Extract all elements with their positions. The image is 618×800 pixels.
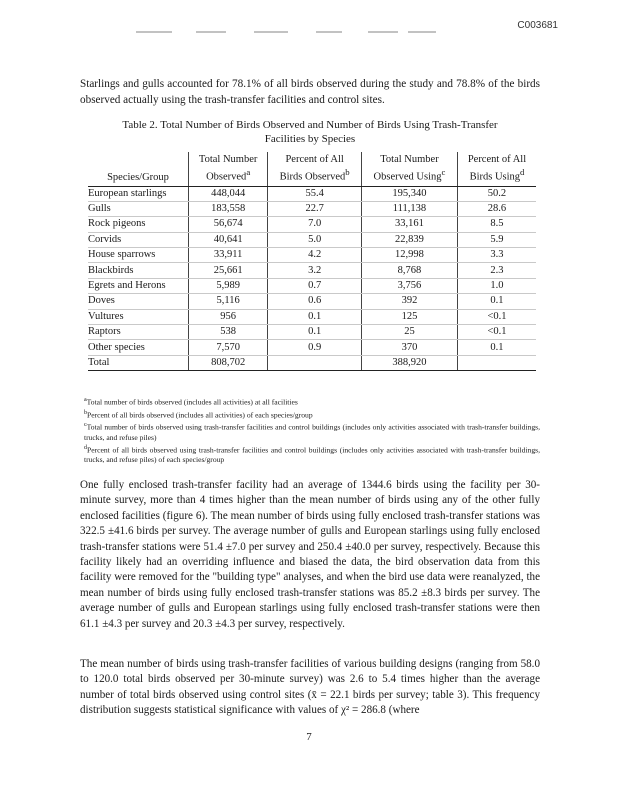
table-row xyxy=(88,309,536,324)
table-row xyxy=(88,278,536,293)
cell-pct-using: 28.6 xyxy=(457,201,536,216)
cell-species: Raptors xyxy=(88,325,189,340)
header-pct-all-line2: Birds Observed xyxy=(279,171,346,183)
page-number: 7 xyxy=(306,731,312,743)
header-percent-observed xyxy=(268,152,362,186)
cell-species: Doves xyxy=(88,294,189,309)
cell-pct-all: 22.7 xyxy=(268,201,362,216)
cell-using: 392 xyxy=(361,294,457,309)
footnote-mark: c xyxy=(84,422,87,429)
header-species-label: Species/Group xyxy=(107,171,169,183)
cell-species: Corvids xyxy=(88,232,189,247)
paragraph2-part3: = 286.8 (where xyxy=(349,704,420,717)
footnote-text: Total number of birds observed using trash-transfer facilities and control buildings (includes only activities associated with trash-transfer buildings, trucks, and refuse piles) xyxy=(84,422,540,442)
cell-using: 3,756 xyxy=(361,278,457,293)
cell-pct-all: 0.1 xyxy=(268,325,362,340)
cell-species: Gulls xyxy=(88,201,189,216)
cell-total: 7,570 xyxy=(189,340,268,355)
header-total-sup: a xyxy=(246,167,251,177)
table-row xyxy=(88,248,536,263)
cell-total: 448,044 xyxy=(189,186,268,201)
cell-total: 56,674 xyxy=(189,217,268,232)
cell-total-using: 388,920 xyxy=(361,355,457,370)
cell-total-observed: 808,702 xyxy=(189,355,268,370)
cell-pct-using: 50.2 xyxy=(457,186,536,201)
cell-species: Blackbirds xyxy=(88,263,189,278)
header-species xyxy=(88,152,189,186)
table-row xyxy=(88,186,536,201)
table-row xyxy=(88,232,536,247)
cell-pct-using: 5.9 xyxy=(457,232,536,247)
cell-total: 538 xyxy=(189,325,268,340)
cell-using: 370 xyxy=(361,340,457,355)
cell-total: 33,911 xyxy=(189,248,268,263)
cell-pct-using: <0.1 xyxy=(457,325,536,340)
intro-paragraph: Starlings and gulls accounted for 78.1% of all birds observed during the study and 78.8% of the birds observed actually using the trash-transfer facilities and control sites. xyxy=(80,78,540,106)
header-pct-using-line1: Percent of All xyxy=(467,154,527,165)
bird-species-table xyxy=(88,152,536,371)
paragraph2-part2: = 22.1 birds per survey; table 3). This frequency distribution suggests statistical significance with values of xyxy=(80,688,540,717)
header-using-line1: Total Number xyxy=(380,154,439,165)
table-caption-line2: Facilities by Species xyxy=(264,133,356,145)
footnote xyxy=(84,443,540,466)
cell-using: 25 xyxy=(361,325,457,340)
cell-using: 12,998 xyxy=(361,248,457,263)
cell-species: European starlings xyxy=(88,186,189,201)
header-total-line1: Total Number xyxy=(198,154,258,165)
cell-pct-all: 5.0 xyxy=(268,232,362,247)
cell-pct-all: 0.9 xyxy=(268,340,362,355)
table-row xyxy=(88,294,536,309)
table-row xyxy=(88,217,536,232)
table-caption xyxy=(80,118,540,146)
cell-pct-using: 0.1 xyxy=(457,340,536,355)
paragraph2-mean-symbol: x̄ xyxy=(311,688,317,701)
header-pct-using-sup: d xyxy=(520,167,525,177)
table-row xyxy=(88,201,536,216)
cell-total-pct-empty xyxy=(268,355,362,370)
footnote xyxy=(84,395,540,408)
body-paragraph-1: One fully enclosed trash-transfer facility had an average of 1344.6 birds using the facility per 30-minute survey, more than 4 times higher than the mean number of birds using any of the other fully enclosed facilities (figure 6). The mean number of birds using fully enclosed trash-transfer stations was 322.5 ±41.6 birds per survey. The average number of gulls and European starlings using fully enclosed trash-transfer stations were 51.4 ±7.0 per survey and 250.4 ±40.0 per survey, respectively. Because this facility likely had an overriding influence and biased the data, the bird observation data from this facility were removed for the "building type" analyses, and when the bird use data were reanalyzed, the mean number of birds using fully enclosed trash-transfer stations was 85.2 ±8.3 birds per survey. The average number of gulls and European starlings using fully enclosed trash-transfer stations were then 61.1 ±4.3 per survey and 20.3 ±4.3 per survey, respectively. xyxy=(80,479,540,630)
footnote xyxy=(84,408,540,421)
cell-species: Vultures xyxy=(88,309,189,324)
cell-total: 5,116 xyxy=(189,294,268,309)
table-footnotes xyxy=(84,395,540,465)
header-using-line2: Observed Using xyxy=(373,171,442,183)
footnote xyxy=(84,420,540,443)
paragraph2-chi-square-symbol: χ² xyxy=(340,704,350,717)
paragraph2-part1: The mean number of birds using trash-transfer facilities of various building designs (ranging from 58.0 to 120.0 total birds observed per 30-minute survey) was 2.6 to 5.4 times higher than the average number of total birds observed using control sites ( xyxy=(80,658,540,701)
cell-pct-all: 0.7 xyxy=(268,278,362,293)
cell-pct-all: 3.2 xyxy=(268,263,362,278)
cell-using: 8,768 xyxy=(361,263,457,278)
header-using-sup: c xyxy=(441,167,446,177)
cell-pct-all: 0.1 xyxy=(268,309,362,324)
cell-using: 195,340 xyxy=(361,186,457,201)
table-row xyxy=(88,263,536,278)
cell-total: 40,641 xyxy=(189,232,268,247)
footnote-mark: b xyxy=(84,409,87,416)
cell-using: 33,161 xyxy=(361,217,457,232)
header-pct-using-line2: Birds Using xyxy=(469,171,521,183)
cell-pct-all: 55.4 xyxy=(268,186,362,201)
table-row xyxy=(88,340,536,355)
cell-pct-using: 0.1 xyxy=(457,294,536,309)
cell-pct-using: <0.1 xyxy=(457,309,536,324)
cell-total: 183,558 xyxy=(189,201,268,216)
table-caption-line1: Table 2. Total Number of Birds Observed and Number of Birds Using Trash-Transfer xyxy=(122,119,498,131)
header-pct-all-line1: Percent of All xyxy=(285,154,344,165)
header-total-line2: Observed xyxy=(206,171,247,183)
cell-pct-all: 4.2 xyxy=(268,248,362,263)
table-header-row xyxy=(88,152,536,186)
footnote-text: Percent of all birds observed using trash-transfer facilities and control buildings (includes only activities associated with trash-transfer buildings, trucks, and refuse piles) of each species/group xyxy=(84,445,540,465)
cell-using: 111,138 xyxy=(361,201,457,216)
document-id: C003681 xyxy=(517,20,558,31)
header-percent-using xyxy=(457,152,536,186)
cell-pct-using: 2.3 xyxy=(457,263,536,278)
cell-using: 22,839 xyxy=(361,232,457,247)
table-total-row xyxy=(88,355,536,370)
cell-pct-all: 0.6 xyxy=(268,294,362,309)
body-paragraph-2 xyxy=(80,657,540,719)
header-pct-all-sup: b xyxy=(345,167,350,177)
cell-total-label: Total xyxy=(88,355,189,370)
footnote-mark: a xyxy=(84,397,87,403)
footnote-text: Percent of all birds observed (includes all activities) of each species/group xyxy=(87,410,313,420)
cell-total-pct-using-empty xyxy=(457,355,536,370)
cell-species: House sparrows xyxy=(88,248,189,263)
table-row xyxy=(88,325,536,340)
scan-artifact-marks xyxy=(136,31,436,35)
footnote-text: Total number of birds observed (includes all activities) at all facilities xyxy=(86,397,298,407)
cell-pct-using: 8.5 xyxy=(457,217,536,232)
cell-species: Rock pigeons xyxy=(88,217,189,232)
footnote-mark: d xyxy=(84,444,87,451)
cell-pct-using: 1.0 xyxy=(457,278,536,293)
cell-species: Other species xyxy=(88,340,189,355)
cell-pct-using: 3.3 xyxy=(457,248,536,263)
cell-species: Egrets and Herons xyxy=(88,278,189,293)
header-total-using xyxy=(361,152,457,186)
cell-total: 5,989 xyxy=(189,278,268,293)
header-total-observed xyxy=(189,152,268,186)
cell-pct-all: 7.0 xyxy=(268,217,362,232)
cell-total: 25,661 xyxy=(189,263,268,278)
cell-total: 956 xyxy=(189,309,268,324)
cell-using: 125 xyxy=(361,309,457,324)
